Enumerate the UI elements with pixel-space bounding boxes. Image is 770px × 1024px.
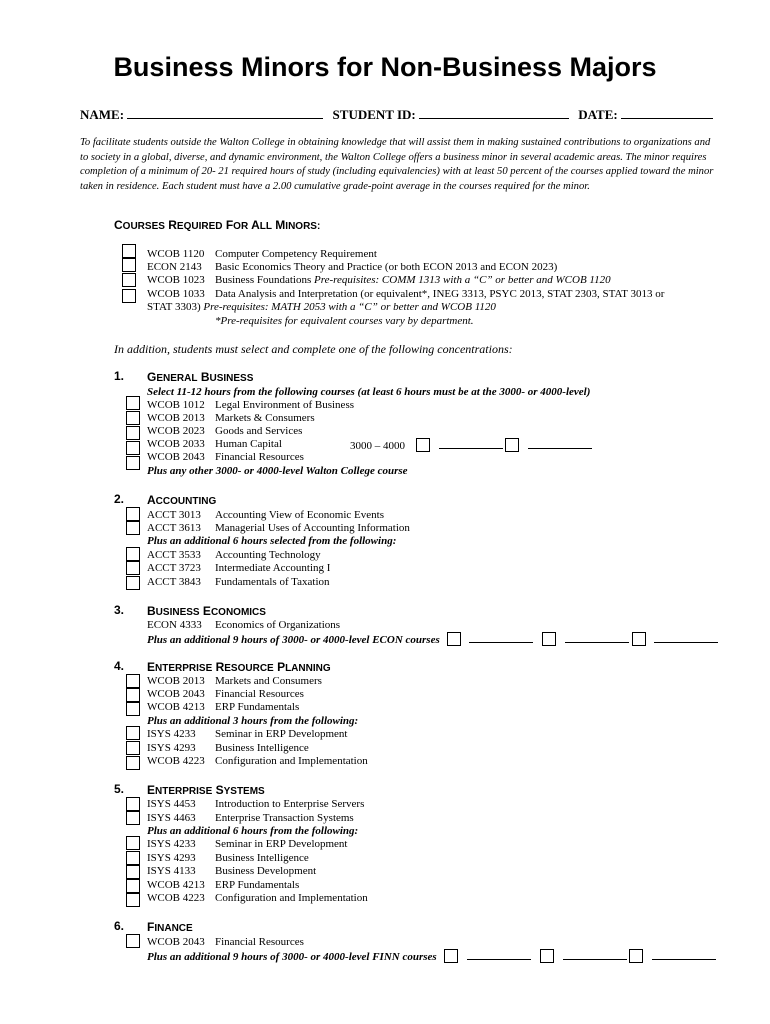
checkbox-wcob-1023[interactable] — [122, 273, 136, 287]
econ-note: Plus an additional 9 hours of 3000- or 4000-level ECON courses — [147, 634, 440, 646]
es-course-1: ISYS 4453 Introduction to Enterprise Servers — [147, 798, 365, 810]
checkbox-acct-3613[interactable] — [126, 521, 140, 535]
es-elective-3: ISYS 4133 Business Development — [147, 865, 317, 877]
checkbox-es-wcob-4213[interactable] — [126, 879, 140, 893]
erp-elective-3: WCOB 4223 Configuration and Implementation — [147, 755, 368, 767]
erp-note: Plus an additional 3 hours from the following: — [147, 715, 359, 727]
section-number-1: 1. — [114, 369, 125, 383]
gb-course-5: WCOB 2043 Financial Resources — [147, 451, 304, 463]
acct-elective-2: ACCT 3723 Intermediate Accounting I — [147, 562, 331, 574]
gb-level-checkbox-2[interactable] — [505, 438, 519, 452]
intro-paragraph: To facilitate students outside the Walton College in obtaining knowledge that will assist them in making sustained contributions to organizations and to society in a global, diverse, and dynamic environment, the Walton College offers a business minor in several academic areas. The minor requires completion of a minimum of 20- 21 required hours of study (including equivalencies) with at least 50 percent of the courses applied toward the minor taken in residence. Each student must have a 2.00 cumulative grade-point average in the courses required for the minor. — [80, 137, 714, 192]
business-economics-heading: BUSINESS ECONOMICS — [147, 604, 266, 618]
accounting-heading: ACCOUNTING — [147, 493, 217, 507]
checkbox-es-isys-4463[interactable] — [126, 811, 140, 825]
section-number-2: 2. — [114, 492, 125, 506]
checkbox-wcob-2013[interactable] — [126, 411, 140, 425]
checkbox-erp-wcob-4213[interactable] — [126, 702, 140, 716]
checkbox-erp-wcob-2013[interactable] — [126, 674, 140, 688]
fin-note: Plus an additional 9 hours of 3000- or 4000-level FINN courses — [147, 951, 437, 963]
gb-course-2: WCOB 2013 Markets & Consumers — [147, 412, 315, 424]
erp-course-3: WCOB 4213 ERP Fundamentals — [147, 701, 300, 713]
checkbox-erp-wcob-4223[interactable] — [126, 756, 140, 770]
acct-note: Plus an additional 6 hours selected from the following: — [147, 535, 397, 547]
checkbox-es-isys-4133[interactable] — [126, 865, 140, 879]
gb-level-blank-2[interactable] — [528, 438, 592, 449]
fin-course-1: WCOB 2043 Financial Resources — [147, 936, 304, 948]
fin-blank-1[interactable] — [467, 949, 531, 960]
enterprise-systems-heading: ENTERPRISE SYSTEMS — [147, 783, 265, 797]
econ-note-row — [147, 632, 718, 646]
checkbox-erp-isys-4233[interactable] — [126, 726, 140, 740]
econ-blank-3[interactable] — [654, 632, 718, 643]
es-elective-5: WCOB 4223 Configuration and Implementation — [147, 892, 368, 904]
checkbox-es-isys-4233[interactable] — [126, 836, 140, 850]
erp-elective-1: ISYS 4233 Seminar in ERP Development — [147, 728, 348, 740]
es-elective-1: ISYS 4233 Seminar in ERP Development — [147, 838, 348, 850]
checkbox-econ-2143[interactable] — [122, 258, 136, 272]
required-course-4: WCOB 1033 Data Analysis and Interpretation (or equivalent*, INEG 3313, PSYC 2013, STAT 2303, STAT 3013 or — [147, 288, 665, 300]
gb-footer: Plus any other 3000- or 4000-level Walton College course — [147, 465, 408, 477]
required-course-4-continuation: STAT 3303) Pre-requisites: MATH 2053 with a “C” or better and WCOB 1120 — [147, 301, 496, 313]
required-course-2: ECON 2143 Basic Economics Theory and Practice (or both ECON 2013 and ECON 2023) — [147, 261, 558, 273]
econ-checkbox-2[interactable] — [542, 632, 556, 646]
erp-course-2: WCOB 2043 Financial Resources — [147, 688, 304, 700]
es-course-2: ISYS 4463 Enterprise Transaction Systems — [147, 812, 354, 824]
acct-course-2: ACCT 3613 Managerial Uses of Accounting Information — [147, 522, 410, 534]
fin-checkbox-3[interactable] — [629, 949, 643, 963]
fin-checkbox-1[interactable] — [444, 949, 458, 963]
es-elective-2: ISYS 4293 Business Intelligence — [147, 852, 309, 864]
checkbox-wcob-2023[interactable] — [126, 426, 140, 440]
gb-course-3: WCOB 2023 Goods and Services — [147, 425, 303, 437]
gb-level-blank-1[interactable] — [439, 438, 503, 449]
erp-heading: ENTERPRISE RESOURCE PLANNING — [147, 660, 331, 674]
checkbox-wcob-1033[interactable] — [122, 289, 136, 303]
acct-course-1: ACCT 3013 Accounting View of Economic Events — [147, 509, 384, 521]
name-field[interactable] — [127, 106, 323, 119]
gb-level-label: 3000 – 4000 — [350, 440, 405, 452]
gb-level-checkbox-1[interactable] — [416, 438, 430, 452]
required-course-1: WCOB 1120 Computer Competency Requirement — [147, 248, 377, 260]
econ-course-1: ECON 4333 Economics of Organizations — [147, 619, 341, 631]
student-id-label: STUDENT ID: — [332, 107, 416, 122]
checkbox-wcob-1120[interactable] — [122, 244, 136, 258]
checkbox-wcob-2033[interactable] — [126, 441, 140, 455]
acct-elective-1: ACCT 3533 Accounting Technology — [147, 549, 321, 561]
econ-checkbox-3[interactable] — [632, 632, 646, 646]
fin-blank-3[interactable] — [652, 949, 716, 960]
required-course-3: WCOB 1023 Business Foundations Pre-requisites: COMM 1313 with a “C” or better and WCOB 1120 — [147, 274, 611, 286]
checkbox-wcob-2043[interactable] — [126, 456, 140, 470]
general-business-heading: GENERAL BUSINESS — [147, 370, 254, 384]
gb-level-row — [350, 438, 592, 452]
es-note: Plus an additional 6 hours from the following: — [147, 825, 359, 837]
fin-checkbox-2[interactable] — [540, 949, 554, 963]
es-elective-4: WCOB 4213 ERP Fundamentals — [147, 879, 300, 891]
econ-blank-1[interactable] — [469, 632, 533, 643]
acct-elective-3: ACCT 3843 Fundamentals of Taxation — [147, 576, 330, 588]
date-field[interactable] — [621, 106, 713, 119]
header-fields — [80, 106, 713, 123]
required-heading: COURSES REQUIRED FOR ALL MINORS: — [114, 218, 321, 232]
fin-blank-2[interactable] — [563, 949, 627, 960]
fin-note-row — [147, 949, 716, 963]
section-number-3: 3. — [114, 603, 125, 617]
checkbox-erp-isys-4293[interactable] — [126, 741, 140, 755]
erp-elective-2: ISYS 4293 Business Intelligence — [147, 742, 309, 754]
date-label: DATE: — [578, 107, 618, 122]
concentration-intro: In addition, students must select and complete one of the following concentrations: — [114, 342, 513, 356]
checkbox-erp-wcob-2043[interactable] — [126, 688, 140, 702]
section-number-6: 6. — [114, 919, 125, 933]
erp-course-1: WCOB 2013 Markets and Consumers — [147, 675, 322, 687]
checkbox-fin-wcob-2043[interactable] — [126, 934, 140, 948]
checkbox-es-wcob-4223[interactable] — [126, 893, 140, 907]
checkbox-acct-3013[interactable] — [126, 507, 140, 521]
checkbox-es-isys-4293[interactable] — [126, 851, 140, 865]
section-number-4: 4. — [114, 659, 125, 673]
econ-blank-2[interactable] — [565, 632, 629, 643]
name-label: NAME: — [80, 107, 125, 122]
general-business-note: Select 11-12 hours from the following courses (at least 6 hours must be at the 3000- or 4000-level) — [147, 386, 591, 398]
required-footnote: *Pre-requisites for equivalent courses vary by department. — [215, 315, 474, 327]
student-id-field[interactable] — [419, 106, 569, 119]
gb-course-4: WCOB 2033 Human Capital — [147, 438, 282, 450]
checkbox-es-isys-4453[interactable] — [126, 797, 140, 811]
checkbox-acct-3843[interactable] — [126, 576, 140, 590]
page-title: Business Minors for Non-Business Majors — [113, 52, 657, 82]
section-number-5: 5. — [114, 782, 125, 796]
checkbox-acct-3533[interactable] — [126, 547, 140, 561]
finance-heading: FINANCE — [147, 920, 193, 934]
checkbox-acct-3723[interactable] — [126, 561, 140, 575]
checkbox-wcob-1012[interactable] — [126, 396, 140, 410]
econ-checkbox-1[interactable] — [447, 632, 461, 646]
gb-course-1: WCOB 1012 Legal Environment of Business — [147, 399, 355, 411]
